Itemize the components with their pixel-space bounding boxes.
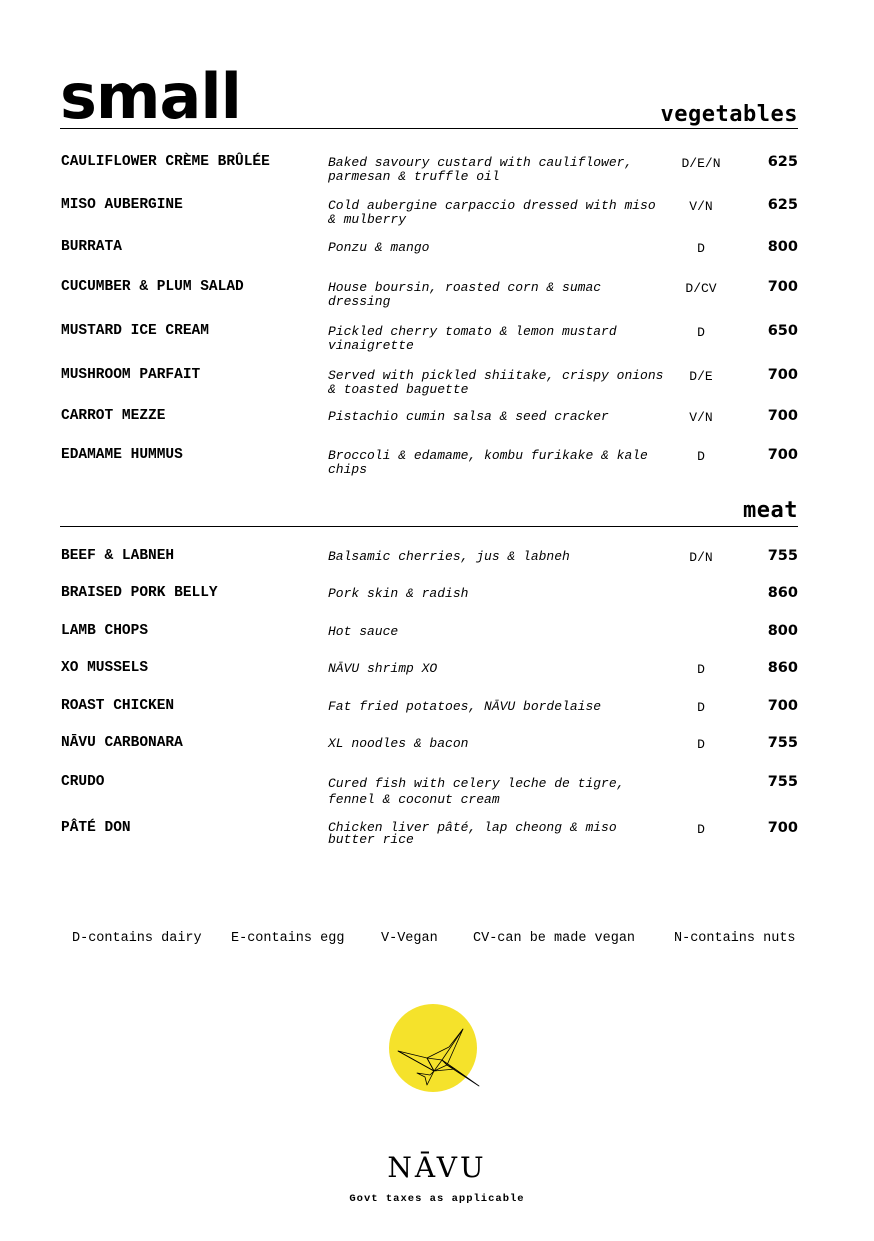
item-price: 700 (767, 408, 798, 424)
menu-item (60, 623, 798, 663)
item-description: XL noodles & bacon (328, 736, 469, 751)
item-price: 700 (767, 447, 798, 463)
menu-item (60, 367, 798, 407)
item-dietary-tags: V/N (689, 199, 713, 214)
item-description: Served with pickled shiitake, crispy onions & toasted baguette (328, 368, 664, 397)
item-price: 625 (767, 197, 798, 213)
item-dietary-tags: D/N (689, 550, 713, 565)
item-name: LAMB CHOPS (61, 623, 149, 639)
item-description: Ponzu & mango (328, 240, 430, 255)
item-name: MISO AUBERGINE (61, 197, 183, 213)
item-name: BRAISED PORK BELLY (61, 585, 218, 601)
item-price: 625 (767, 154, 798, 170)
item-description: Fat fried potatoes, NĀVU bordelaise (328, 699, 602, 714)
item-price: 700 (767, 367, 798, 383)
item-name: PÂTÉ DON (61, 820, 131, 836)
item-dietary-tags: D (697, 449, 705, 464)
legend-item-can-be-vegan: CV-can be made vegan (473, 931, 636, 946)
item-price: 800 (767, 623, 798, 639)
item-price: 860 (767, 585, 798, 601)
item-name: BURRATA (61, 239, 122, 255)
item-description: Balsamic cherries, jus & labneh (328, 549, 570, 564)
item-price: 700 (767, 820, 798, 836)
menu-item (60, 323, 798, 363)
item-name: XO MUSSELS (61, 660, 149, 676)
item-price: 755 (767, 548, 798, 564)
item-price: 700 (767, 279, 798, 295)
item-price: 700 (767, 698, 798, 714)
dietary-legend (60, 931, 820, 951)
item-price: 755 (767, 735, 798, 751)
item-dietary-tags: D (697, 737, 705, 752)
menu-item (60, 447, 798, 487)
item-name: MUSTARD ICE CREAM (61, 323, 209, 339)
menu-item (60, 548, 798, 588)
item-dietary-tags: D/E (689, 369, 713, 384)
menu-item (60, 197, 798, 237)
menu-item (60, 154, 798, 194)
item-description: Hot sauce (328, 624, 399, 639)
menu-item (60, 660, 798, 700)
item-dietary-tags: D (697, 700, 705, 715)
item-price: 755 (767, 774, 798, 790)
origami-crane-icon (387, 1003, 483, 1093)
item-description: Cold aubergine carpaccio dressed with miso & mulberry (328, 198, 656, 227)
item-description: Chicken liver pâté, lap cheong & miso butter rice (328, 820, 617, 847)
item-description: Baked savoury custard with cauliflower, parmesan & truffle oil (328, 155, 633, 184)
menu-item (60, 774, 798, 814)
item-dietary-tags: D/CV (685, 281, 717, 296)
item-name: BEEF & LABNEH (61, 548, 175, 564)
brand-name: NĀVU (387, 1151, 487, 1184)
section-label-vegetables: vegetables (660, 102, 798, 127)
item-name: NĀVU CARBONARA (61, 735, 183, 751)
item-dietary-tags: D (697, 325, 705, 340)
item-name: CUCUMBER & PLUM SALAD (61, 279, 244, 295)
item-price: 800 (767, 239, 798, 255)
menu-item (60, 408, 798, 448)
item-name: MUSHROOM PARFAIT (61, 367, 201, 383)
menu-item (60, 698, 798, 738)
item-dietary-tags: D (697, 822, 705, 837)
legend-item-nuts: N-contains nuts (674, 931, 796, 946)
item-description: House boursin, roasted corn & sumac dressing (328, 280, 602, 309)
item-name: CRUDO (61, 774, 105, 790)
legend-item-dairy: D-contains dairy (72, 931, 202, 946)
section-label-meat: meat (743, 498, 798, 523)
legend-item-egg: E-contains egg (231, 931, 345, 946)
item-description: Pistachio cumin salsa & seed cracker (328, 409, 609, 424)
menu-item (60, 279, 798, 319)
item-name: CARROT MEZZE (61, 408, 166, 424)
item-name: ROAST CHICKEN (61, 698, 175, 714)
item-description: Broccoli & edamame, kombu furikake & kale chips (328, 448, 648, 477)
item-dietary-tags: D/E/N (681, 156, 721, 171)
legend-item-vegan: V-Vegan (381, 931, 438, 946)
item-description: Pork skin & radish (328, 586, 469, 601)
item-price: 650 (767, 323, 798, 339)
item-description: NĀVU shrimp XO (328, 661, 438, 676)
item-dietary-tags: V/N (689, 410, 713, 425)
item-dietary-tags: D (697, 241, 705, 256)
menu-item (60, 585, 798, 625)
tax-note: Govt taxes as applicable (349, 1193, 525, 1205)
menu-item (60, 820, 798, 860)
section-divider (60, 526, 798, 527)
item-description: Pickled cherry tomato & lemon mustard vinaigrette (328, 324, 617, 353)
section-divider (60, 128, 798, 129)
menu-item (60, 239, 798, 279)
menu-item (60, 735, 798, 775)
item-name: EDAMAME HUMMUS (61, 447, 183, 463)
item-dietary-tags: D (697, 662, 705, 677)
item-description: Cured fish with celery leche de tigre, fennel & coconut cream (328, 776, 625, 807)
item-name: CAULIFLOWER CRÈME BRÛLÉE (61, 154, 270, 170)
page-title: small (60, 60, 241, 133)
item-price: 860 (767, 660, 798, 676)
